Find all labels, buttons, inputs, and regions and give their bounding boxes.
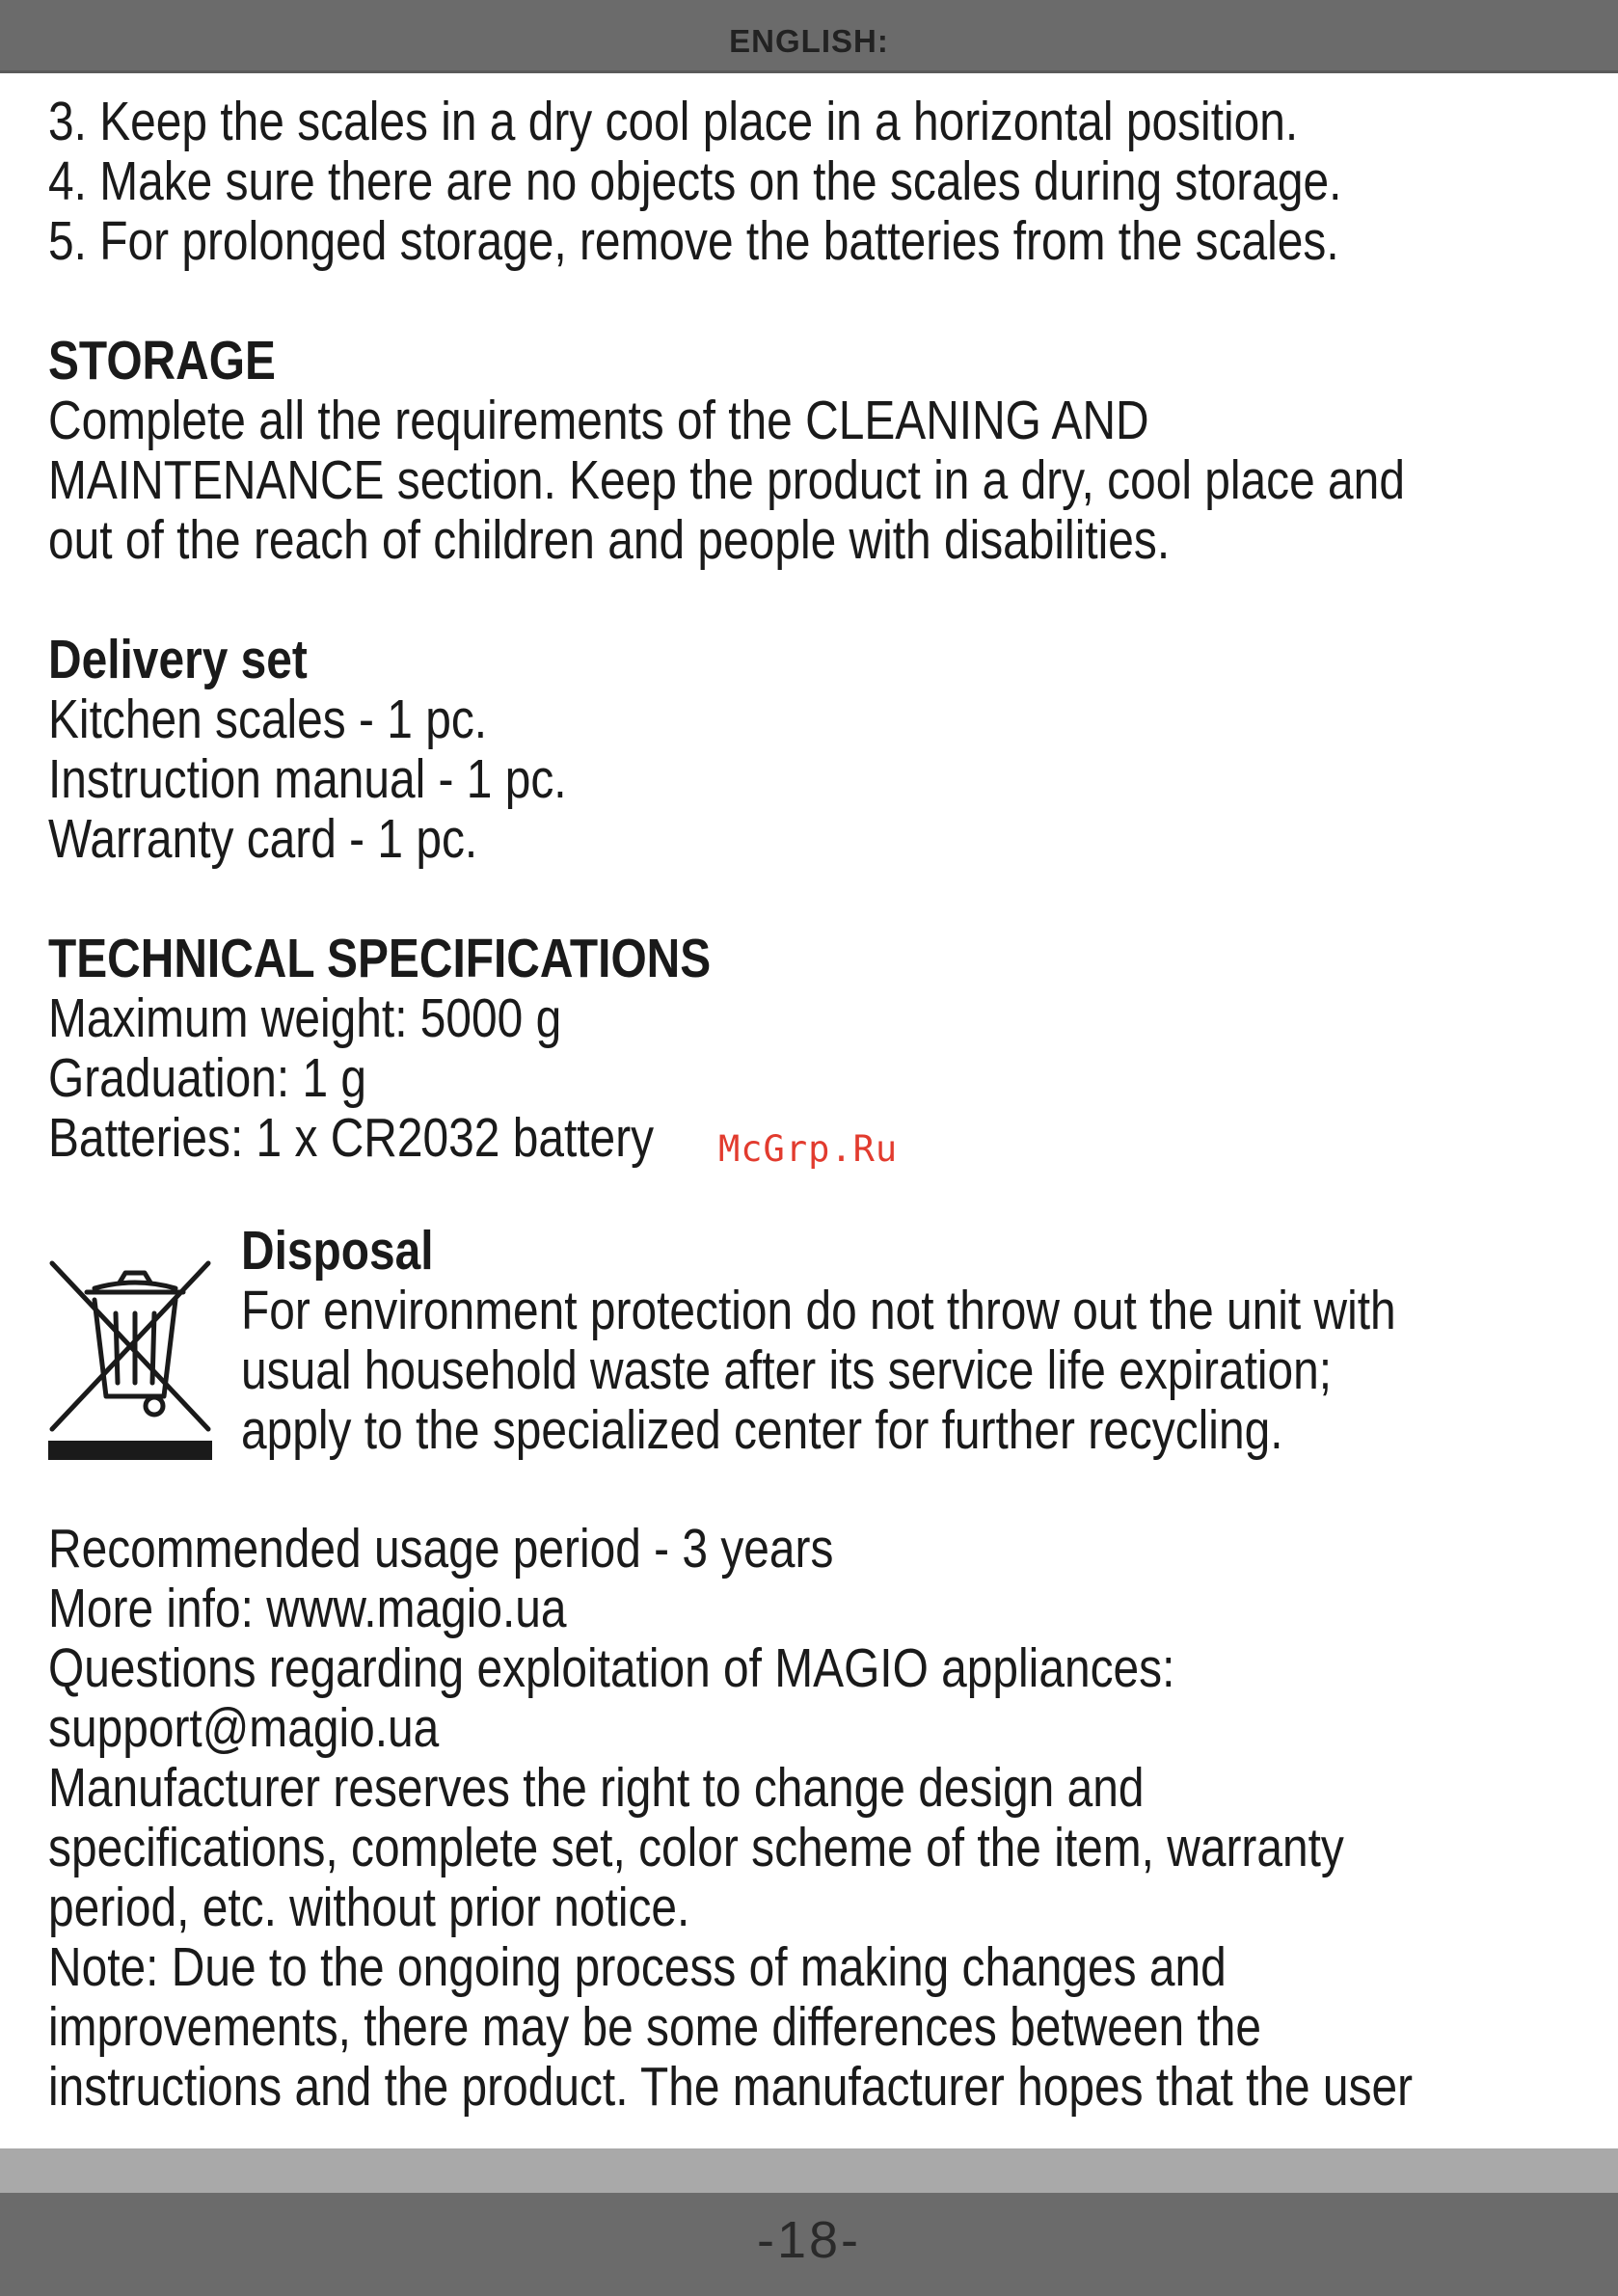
storage-text-line: MAINTENANCE section. Keep the product in a dry, cool place and — [48, 449, 1405, 511]
info-line: Questions regarding exploitation of MAGIO appliances: — [48, 1637, 1175, 1699]
spec-line: Maximum weight: 5000 g — [48, 987, 562, 1049]
delivery-item: Warranty card - 1 pc. — [48, 808, 478, 870]
storage-text-line: Complete all the requirements of the CLEANING AND — [48, 390, 1149, 451]
weee-crossed-bin-icon — [48, 1259, 212, 1460]
info-section — [48, 1518, 1414, 2118]
delivery-heading: Delivery set — [48, 629, 308, 690]
footer-band — [0, 2148, 1618, 2193]
disposal-text-line: apply to the specialized center for further recycling. — [241, 1399, 1283, 1461]
disposal-text-line: For environment protection do not throw out the unit with — [241, 1280, 1396, 1341]
watermark: McGrp.Ru — [718, 1128, 899, 1170]
storage-tip-3: 3. Keep the scales in a dry cool place in a horizontal position. — [48, 91, 1299, 152]
delivery-item: Instruction manual - 1 pc. — [48, 748, 567, 810]
storage-heading: STORAGE — [48, 330, 276, 392]
disposal-text-line: usual household waste after its service life expiration; — [241, 1339, 1333, 1401]
spec-line: Graduation: 1 g — [48, 1047, 367, 1109]
specs-heading: TECHNICAL SPECIFICATIONS — [48, 928, 712, 989]
disposal-section — [241, 1220, 1396, 1461]
storage-text-line: out of the reach of children and people with disabilities. — [48, 509, 1171, 571]
page-number: -18- — [756, 2211, 862, 2269]
info-line: instructions and the product. The manufacturer hopes that the user — [48, 2056, 1414, 2118]
info-line: specifications, complete set, color scheme of the item, warranty — [48, 1817, 1344, 1878]
storage-tip-5: 5. For prolonged storage, remove the batteries from the scales. — [48, 210, 1339, 272]
info-line: support@magio.ua — [48, 1697, 440, 1759]
info-line: period, etc. without prior notice. — [48, 1877, 690, 1938]
header-title: ENGLISH: — [729, 23, 889, 59]
info-line: Manufacturer reserves the right to change design and — [48, 1757, 1145, 1819]
main-content — [48, 91, 1405, 1169]
info-line: Note: Due to the ongoing process of making changes and — [48, 1936, 1227, 1998]
delivery-item: Kitchen scales - 1 pc. — [48, 689, 488, 750]
info-line: More info: www.magio.ua — [48, 1578, 567, 1639]
info-line: improvements, there may be some differences between the — [48, 1996, 1261, 2058]
info-line: Recommended usage period - 3 years — [48, 1518, 834, 1580]
storage-tip-4: 4. Make sure there are no objects on the scales during storage. — [48, 150, 1342, 212]
spec-line: Batteries: 1 x CR2032 battery — [48, 1107, 655, 1169]
disposal-heading: Disposal — [241, 1220, 434, 1282]
